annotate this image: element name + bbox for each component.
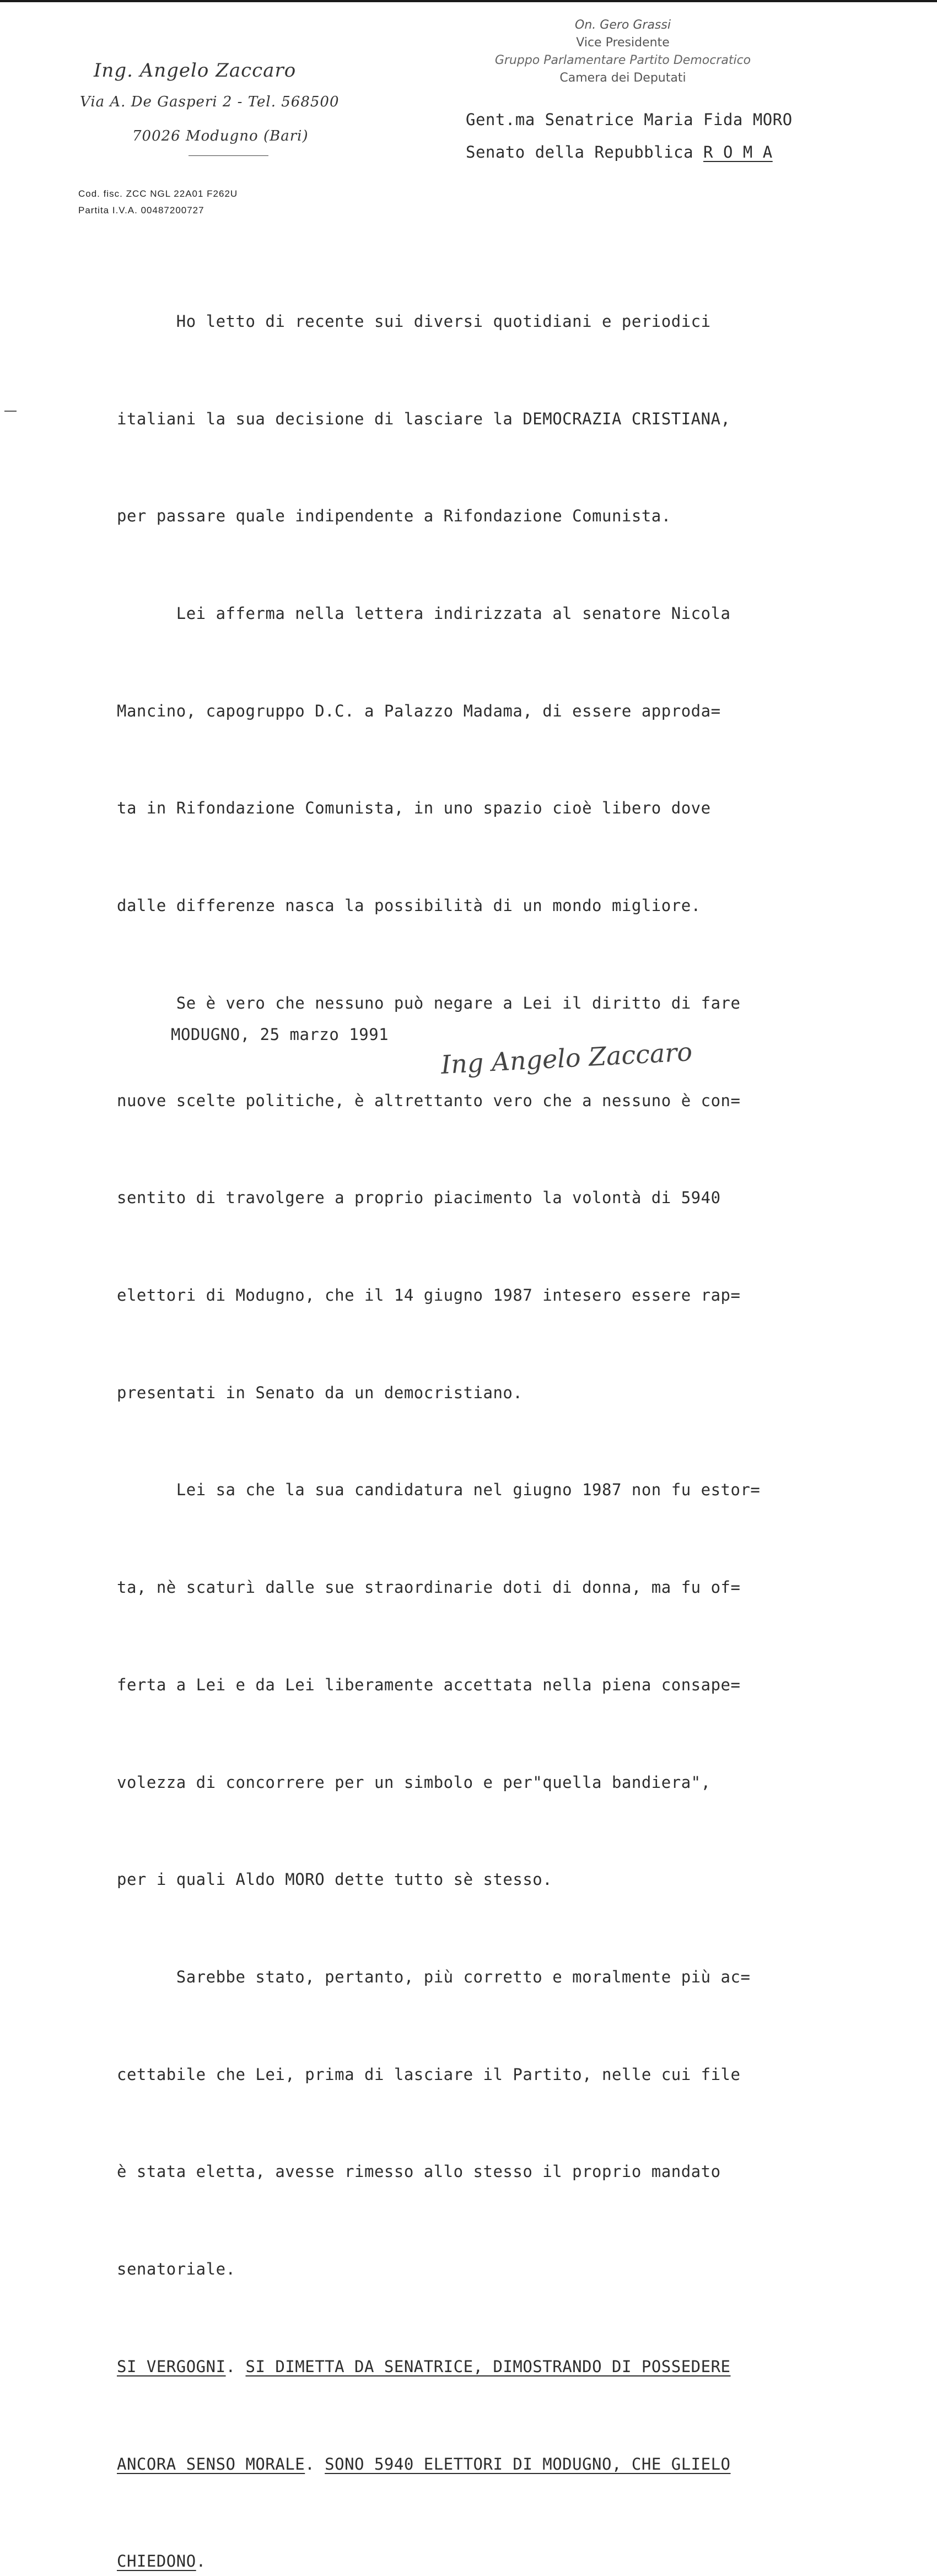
body-line: Lei sa che la sua candidatura nel giugno 1987 non fu estor= xyxy=(117,1480,761,1500)
body-line: dalle differenze nasca la possibilità di un mondo migliore. xyxy=(117,896,701,915)
closing-phrase: SONO 5940 ELETTORI DI MODUGNO, CHE GLIELO xyxy=(325,2454,731,2473)
letterhead-city: 70026 Modugno (Bari) xyxy=(132,128,309,144)
closing-line-3: CHIEDONO. xyxy=(117,2552,206,2571)
body-line: Se è vero che nessuno può negare a Lei il diritto di fare xyxy=(117,993,741,1012)
closing-line-2: ANCORA SENSO MORALE. SONO 5940 ELETTORI DI MODUGNO, CHE GLIELO xyxy=(117,2454,731,2473)
closing-phrase: SI DIMETTA DA SENATRICE, DIMOSTRANDO DI POSSEDERE xyxy=(245,2357,731,2376)
dateline: MODUGNO, 25 marzo 1991 xyxy=(171,1025,389,1044)
letterhead-rule xyxy=(189,155,268,156)
margin-mark xyxy=(4,411,17,412)
body-line: ta, nè scaturì dalle sue straordinarie doti di donna, ma fu of= xyxy=(117,1578,741,1597)
body-line: nuove scelte politiche, è altrettanto vero che a nessuno è con= xyxy=(117,1091,741,1110)
letterhead-name: Ing. Angelo Zaccaro xyxy=(94,60,297,82)
stamp-group: Gruppo Parlamentare Partito Democratico xyxy=(494,53,751,67)
body-line: è stata eletta, avesse rimesso allo stesso il proprio mandato xyxy=(117,2162,721,2181)
stamp-name: On. Gero Grassi xyxy=(575,18,671,32)
body-line: italiani la sua decisione di lasciare la DEMOCRAZIA CRISTIANA, xyxy=(117,409,731,428)
body-line: per passare quale indipendente a Rifondazione Comunista. xyxy=(117,506,671,526)
body-line: senatoriale. xyxy=(117,2260,236,2279)
body-line: sentito di travolgere a proprio piacimento la volontà di 5940 xyxy=(117,1188,721,1208)
vat-number: Partita I.V.A. 00487200727 xyxy=(78,205,204,215)
fiscal-code: Cod. fisc. ZCC NGL 22A01 F262U xyxy=(78,188,238,199)
body-line: elettori di Modugno, che il 14 giugno 1987 intesero essere rap= xyxy=(117,1286,741,1305)
body-line: Mancino, capogruppo D.C. a Palazzo Madama, di essere approda= xyxy=(117,701,721,720)
closing-phrase: CHIEDONO xyxy=(117,2552,196,2571)
handwritten-signature: Ing Angelo Zaccaro xyxy=(440,1037,693,1080)
closing-line-1: SI VERGOGNI. SI DIMETTA DA SENATRICE, DIMOSTRANDO DI POSSEDERE xyxy=(117,2357,731,2376)
body-line: ferta a Lei e da Lei liberamente accettata nella piena consape= xyxy=(117,1675,741,1694)
top-edge-line xyxy=(0,0,937,2)
letterhead-address: Via A. De Gasperi 2 - Tel. 568500 xyxy=(80,94,340,110)
recipient-city: R O M A xyxy=(703,143,773,161)
body-line: ta in Rifondazione Comunista, in uno spazio cioè libero dove xyxy=(117,799,711,818)
stamp-role: Vice Presidente xyxy=(576,36,670,50)
stamp-chamber: Camera dei Deputati xyxy=(559,71,686,85)
body-line: presentati in Senato da un democristiano. xyxy=(117,1383,523,1402)
closing-phrase: ANCORA SENSO MORALE xyxy=(117,2454,305,2473)
body-line: volezza di concorrere per un simbolo e per"quella bandiera", xyxy=(117,1772,711,1792)
body-line: cettabile che Lei, prima di lasciare il Partito, nelle cui file xyxy=(117,2065,741,2084)
body-line: Ho letto di recente sui diversi quotidiani e periodici xyxy=(117,311,711,331)
body-line: Lei afferma nella lettera indirizzata al senatore Nicola xyxy=(117,603,731,623)
letter-body xyxy=(117,240,760,2576)
closing-phrase: SI VERGOGNI xyxy=(117,2357,226,2376)
parliament-stamp xyxy=(430,17,816,87)
recipient-line-1: Gent.ma Senatrice Maria Fida MORO xyxy=(466,110,793,129)
body-line: Sarebbe stato, pertanto, più corretto e moralmente più ac= xyxy=(117,1968,751,1987)
recipient-line-2 xyxy=(466,143,773,161)
body-line: per i quali Aldo MORO dette tutto sè stesso. xyxy=(117,1870,553,1889)
recipient-senate: Senato della Repubblica xyxy=(466,143,704,161)
